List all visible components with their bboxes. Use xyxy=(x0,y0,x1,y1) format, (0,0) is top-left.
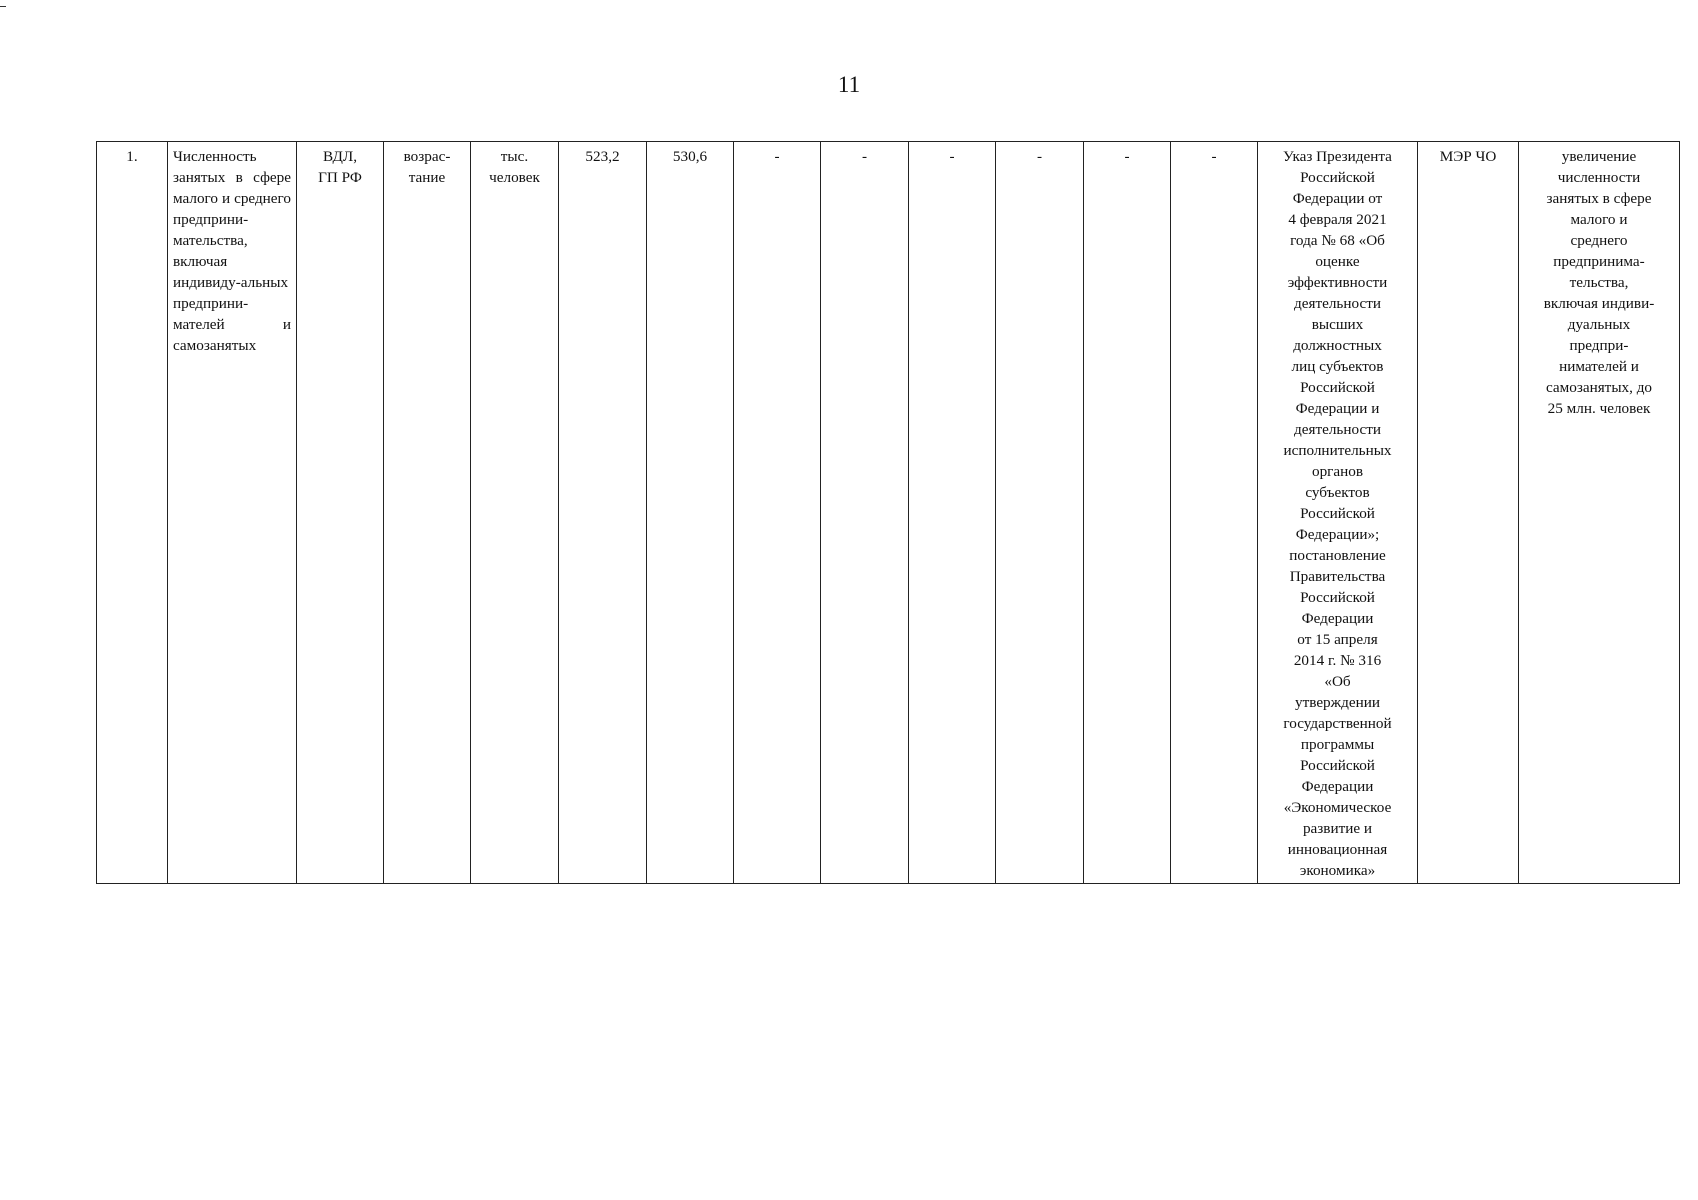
goal-text: увеличение численности занятых в сфере малого и среднего предпринима- тельства, включая индиви- дуальных предпри- нимателей и самозанятых, до 25 млн. человек xyxy=(1543,148,1655,417)
legal-basis-cell xyxy=(1258,142,1418,884)
unit-cell xyxy=(471,142,559,884)
dash-value: - xyxy=(774,148,780,165)
value-cell-5 xyxy=(909,142,996,884)
trend-text: возрас- тание xyxy=(403,148,451,186)
responsible-text: МЭР ЧО xyxy=(1439,148,1497,165)
dash-value: - xyxy=(861,148,868,165)
dash-value: - xyxy=(949,148,955,165)
page-number: 11 xyxy=(837,72,861,97)
source-text: ВДЛ, ГП РФ xyxy=(318,148,362,186)
goal-cell xyxy=(1519,142,1680,884)
value-cell-3 xyxy=(734,142,821,884)
value-cell-6 xyxy=(996,142,1084,884)
indicators-table xyxy=(96,141,1680,884)
table-row xyxy=(97,142,1680,884)
dash-value: - xyxy=(1211,148,1217,165)
value-cell-2 xyxy=(647,142,734,884)
row-index-cell xyxy=(97,142,168,884)
trend-cell xyxy=(384,142,471,884)
source-cell xyxy=(297,142,384,884)
value-2: 530,6 xyxy=(672,148,708,165)
value-1: 523,2 xyxy=(585,148,620,165)
indicator-name: Численность занятых в сфере малого и среднего предприни-мательства, включая индивиду-альных предприни-мателей и самозанятых xyxy=(173,148,291,354)
value-cell-7 xyxy=(1084,142,1171,884)
row-index: 1. xyxy=(126,148,138,165)
indicator-cell xyxy=(168,142,297,884)
value-cell-1 xyxy=(559,142,647,884)
responsible-cell xyxy=(1418,142,1519,884)
dash-value: - xyxy=(1036,148,1043,165)
value-cell-8 xyxy=(1171,142,1258,884)
legal-basis-text: Указ Президента Российской Федерации от 4 февраля 2021 года № 68 «Об оценке эффективности деятельности высших должностных лиц субъектов Российской Федерации и деятельности исполнительных органов субъектов Российской Федерации»; постановление Правительства Российской Федерации от 15 апреля 2014 г. № 316 «Об утверждении государственной программы Российской Федерации «Экономическое развитие и инновационная экономика» xyxy=(1283,148,1392,879)
dash-value: - xyxy=(1124,148,1130,165)
value-cell-4 xyxy=(821,142,909,884)
scan-corner-mark xyxy=(0,6,6,7)
unit-text: тыс. человек xyxy=(489,148,540,186)
